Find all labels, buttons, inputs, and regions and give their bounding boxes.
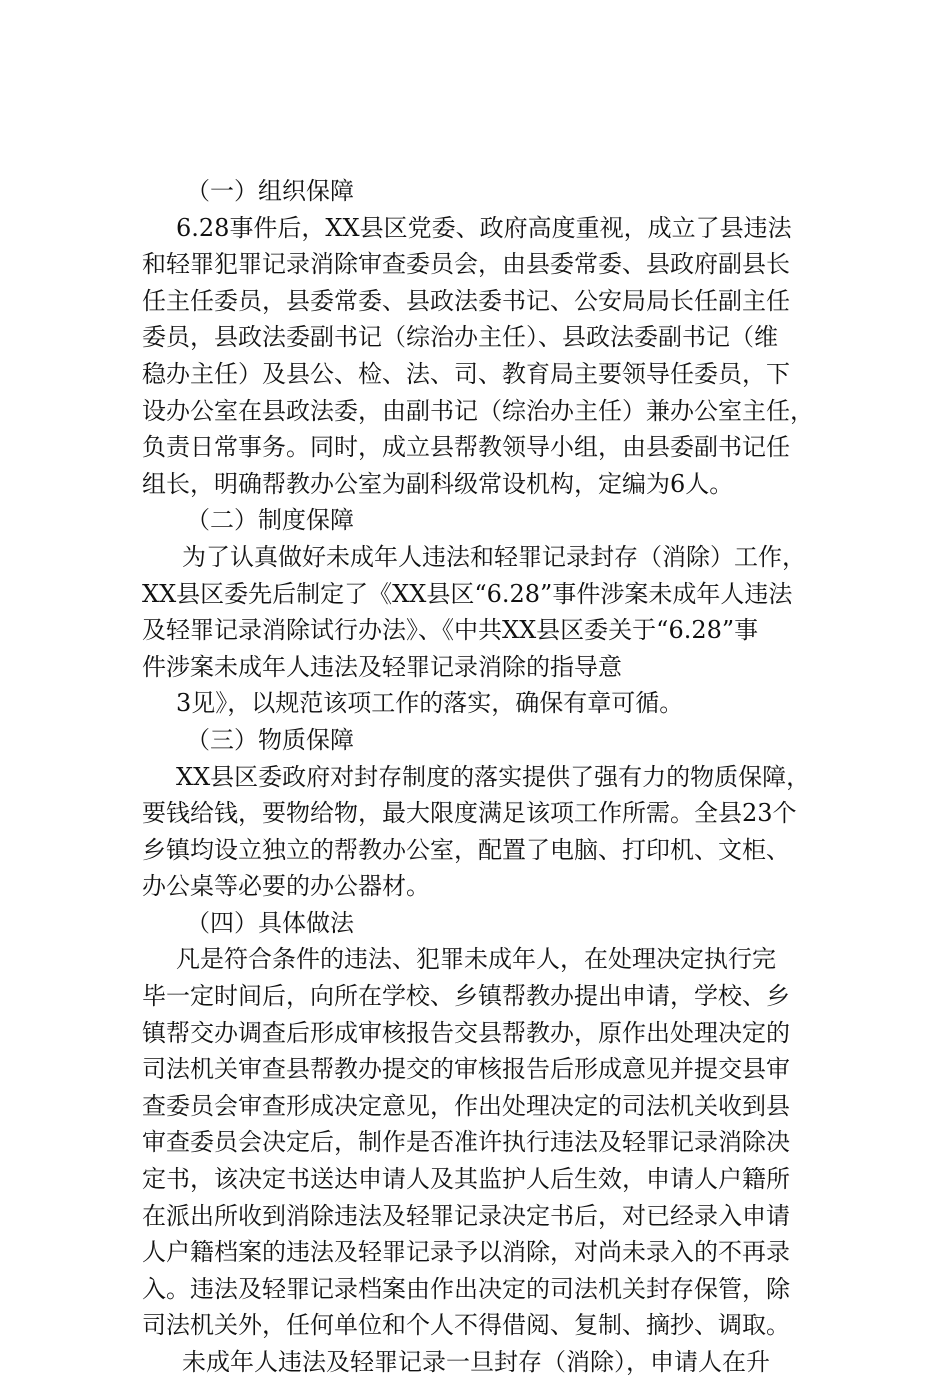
paragraph-line: 办公桌等必要的办公器材。	[142, 872, 430, 901]
paragraph-line: 入。违法及轻罪记录档案由作出决定的司法机关封存保管，除	[142, 1274, 790, 1303]
paragraph-line: XX县区委先后制定了《XX县区“6.28”事件涉案未成年人违法	[142, 579, 793, 608]
paragraph-line: 和轻罪犯罪记录消除审查委员会，由县委常委、县政府副县长	[142, 250, 790, 279]
paragraph-line: 司法机关审查县帮教办提交的审核报告后形成意见并提交县审	[142, 1055, 790, 1084]
paragraph-line: 镇帮交办调查后形成审核报告交县帮教办，原作出处理决定的	[142, 1018, 790, 1047]
paragraph-line: 乡镇均设立独立的帮教办公室，配置了电脑、打印机、文柜、	[142, 835, 790, 864]
paragraph-line: XX县区委政府对封存制度的落实提供了强有力的物质保障，	[176, 762, 811, 791]
paragraph-line: 毕一定时间后，向所在学校、乡镇帮教办提出申请，学校、乡	[142, 982, 790, 1011]
paragraph-line: 定书，该决定书送达申请人及其监护人后生效，申请人户籍所	[142, 1165, 790, 1194]
paragraph-line: 及轻罪记录消除试行办法》、《中共XX县区委关于“6.28”事	[142, 616, 759, 645]
paragraph-line: 件涉案未成年人违法及轻罪记录消除的指导意	[142, 652, 622, 681]
section-heading-practice: （四）具体做法	[186, 908, 354, 937]
paragraph-line: 在派出所收到消除违法及轻罪记录决定书后，对已经录入申请	[142, 1201, 790, 1230]
paragraph-line: 为了认真做好未成年人违法和轻罪记录封存（消除）工作，	[182, 542, 806, 571]
paragraph-line: 设办公室在县政法委，由副书记（综治办主任）兼办公室主任，	[142, 396, 814, 425]
paragraph-line: 审查委员会决定后，制作是否准许执行违法及轻罪记录消除决	[142, 1128, 790, 1157]
paragraph-line: 负责日常事务。同时，成立县帮教领导小组，由县委副书记任	[142, 433, 790, 462]
section-heading-organization: （一）组织保障	[186, 177, 354, 205]
section-heading-system: （二）制度保障	[186, 506, 354, 535]
paragraph-line: 查委员会审查形成决定意见，作出处理决定的司法机关收到县	[142, 1091, 790, 1120]
paragraph-line: 委员，县政法委副书记（综治办主任）、县政法委副书记（维	[142, 323, 778, 352]
paragraph-line: 人户籍档案的违法及轻罪记录予以消除，对尚未录入的不再录	[142, 1238, 790, 1267]
paragraph-line: 凡是符合条件的违法、犯罪未成年人，在处理决定执行完	[176, 945, 776, 974]
paragraph-line: 稳办主任）及县公、检、法、司、教育局主要领导任委员，下	[142, 359, 790, 388]
paragraph-line: 6.28事件后，XX县区党委、政府高度重视，成立了县违法	[176, 213, 792, 242]
document-body	[142, 173, 842, 1381]
paragraph-line: 任主任委员，县委常委、县政法委书记、公安局局长任副主任	[142, 286, 790, 315]
paragraph-line: 司法机关外，任何单位和个人不得借阅、复制、摘抄、调取。	[142, 1311, 790, 1340]
paragraph-line: 要钱给钱，要物给物，最大限度满足该项工作所需。全县23个	[142, 799, 797, 828]
paragraph-line: 组长，明确帮教办公室为副科级常设机构，定编为6人。	[142, 469, 734, 498]
paragraph-line: 3见》，以规范该项工作的落实，确保有章可循。	[176, 689, 684, 718]
section-heading-material: （三）物质保障	[186, 725, 354, 754]
paragraph-line: 未成年人违法及轻罪记录一旦封存（消除），申请人在升	[182, 1348, 770, 1376]
